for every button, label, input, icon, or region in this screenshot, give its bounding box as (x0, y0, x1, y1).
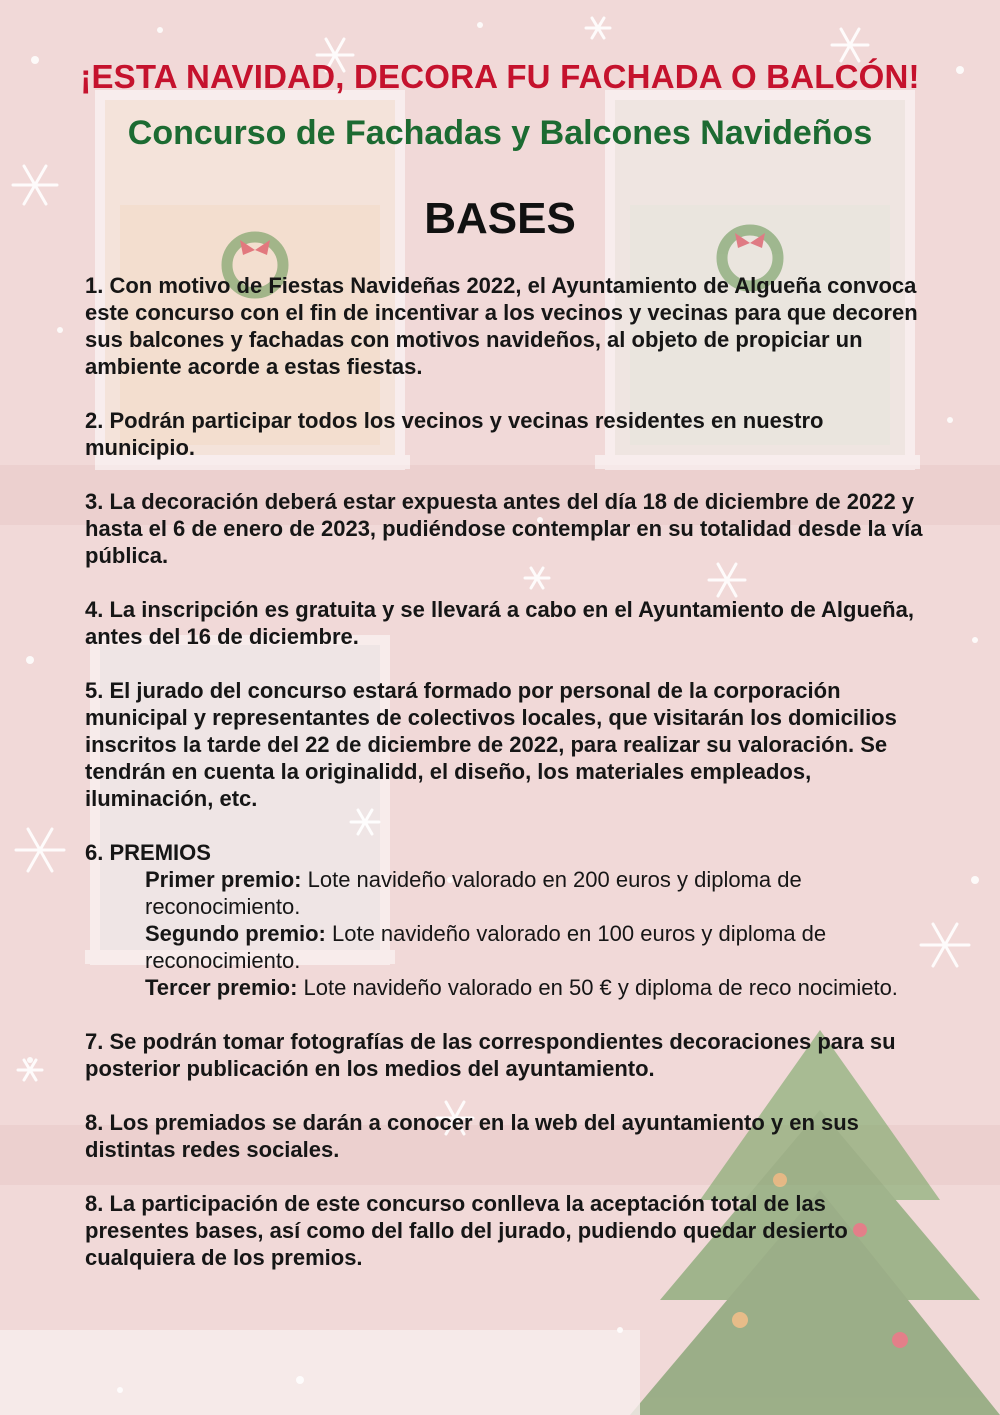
prizes-heading: 6. PREMIOS (85, 840, 211, 865)
prize-third (85, 974, 930, 1001)
subtitle: Concurso de Fachadas y Balcones Navideños (127, 114, 873, 152)
rule-8-publication: 8. Los premiados se darán a conocer en la web del ayuntamiento y en sus distintas redes sociales. (85, 1110, 859, 1162)
headline: ¡ESTA NAVIDAD, DECORA FU FACHADA O BALCÓN! (80, 58, 920, 95)
prize-name: Segundo premio: (145, 921, 326, 946)
rule-3: 3. La decoración deberá estar expuesta antes del día 18 de diciembre de 2022 y hasta el 6 de enero de 2023, pudiéndose contemplar en su totalidad desde la vía pública. (85, 489, 923, 568)
prize-text: Lote navideño valorado en 200 euros y diploma de reconocimiento. (145, 867, 802, 919)
rule-1: 1. Con motivo de Fiestas Navideñas 2022, el Ayuntamiento de Algueña convoca este concurso con el fin de incentivar a los vecinos y vecinas para que decoren sus balcones y fachadas con motivos navideños, al objeto de propiciar un ambiente acorde a estas fiestas. (85, 273, 918, 379)
rule-5: 5. El jurado del concurso estará formado por personal de la corporación municipal y representantes de colectivos locales, que visitarán los domicilios inscritos la tarde del 22 de diciembre de 2022, para realizar su valoración. Se tendrán en cuenta la originalidd, el diseño, los materiales empleados, iluminación, etc. (85, 678, 897, 811)
rule-7: 7. Se podrán tomar fotografías de las correspondientes decoraciones para su posterior publicación en los medios del ayuntamiento. (85, 1029, 896, 1081)
prize-name: Tercer premio: (145, 975, 298, 1000)
prize-second (85, 920, 930, 974)
prize-first (85, 866, 930, 920)
prizes-section (85, 839, 930, 1001)
prize-name: Primer premio: (145, 867, 302, 892)
rule-2: 2. Podrán participar todos los vecinos y vecinas residentes en nuestro municipio. (85, 408, 824, 460)
prize-text: Lote navideño valorado en 50 € y diploma de reco nocimieto. (297, 975, 898, 1000)
section-title: BASES (424, 194, 576, 243)
rule-4: 4. La inscripción es gratuita y se llevará a cabo en el Ayuntamiento de Algueña, antes del 16 de diciembre. (85, 597, 914, 649)
prize-text: Lote navideño valorado en 100 euros y diploma de reconocimiento. (145, 921, 827, 973)
rules-list (85, 272, 930, 1298)
rule-8-acceptance: 8. La participación de este concurso conlleva la aceptación total de las presentes bases, así como del fallo del jurado, pudiendo quedar desierto cualquiera de los premios. (85, 1191, 848, 1270)
